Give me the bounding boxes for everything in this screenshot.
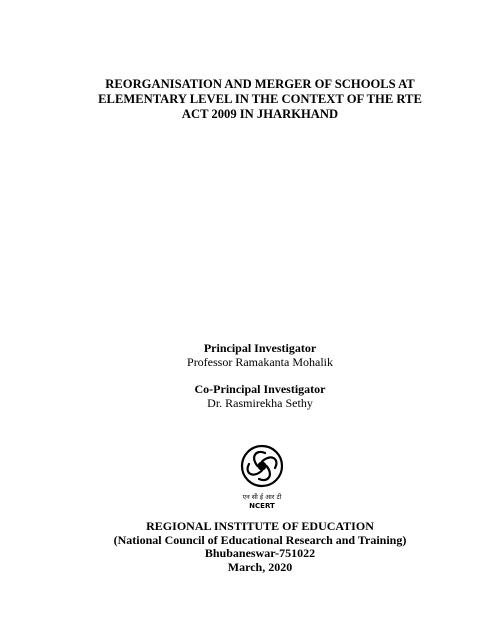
logo-english-text: NCERT [249, 502, 275, 510]
title-line-1: REORGANISATION AND MERGER OF SCHOOLS AT [105, 77, 415, 91]
title-line-3: ACT 2009 IN JHARKHAND [181, 107, 339, 121]
co-principal-investigator-name: Dr. Rasmirekha Sethy [207, 395, 313, 410]
institute-city: Bhubaneswar-751022 [204, 546, 316, 560]
parent-organization: (National Council of Educational Research and Training) [113, 532, 407, 547]
ncert-logo [234, 440, 290, 512]
logo-hindi-text: एन सी ई आर टी [242, 493, 282, 501]
principal-investigator-name: Professor Ramakanta Mohalik [187, 354, 333, 369]
co-principal-investigator-label: Co-Principal Investigator [194, 382, 326, 396]
institute-block [0, 520, 495, 574]
ncert-emblem-icon [242, 446, 282, 486]
title-line-2: ELEMENTARY LEVEL IN THE CONTEXT OF THE RTE [98, 92, 422, 106]
report-title [60, 77, 460, 122]
publication-date: March, 2020 [227, 559, 293, 574]
principal-investigator-label: Principal Investigator [203, 341, 317, 355]
investigators-block [0, 342, 495, 410]
institute-name: REGIONAL INSTITUTE OF EDUCATION [146, 519, 374, 533]
